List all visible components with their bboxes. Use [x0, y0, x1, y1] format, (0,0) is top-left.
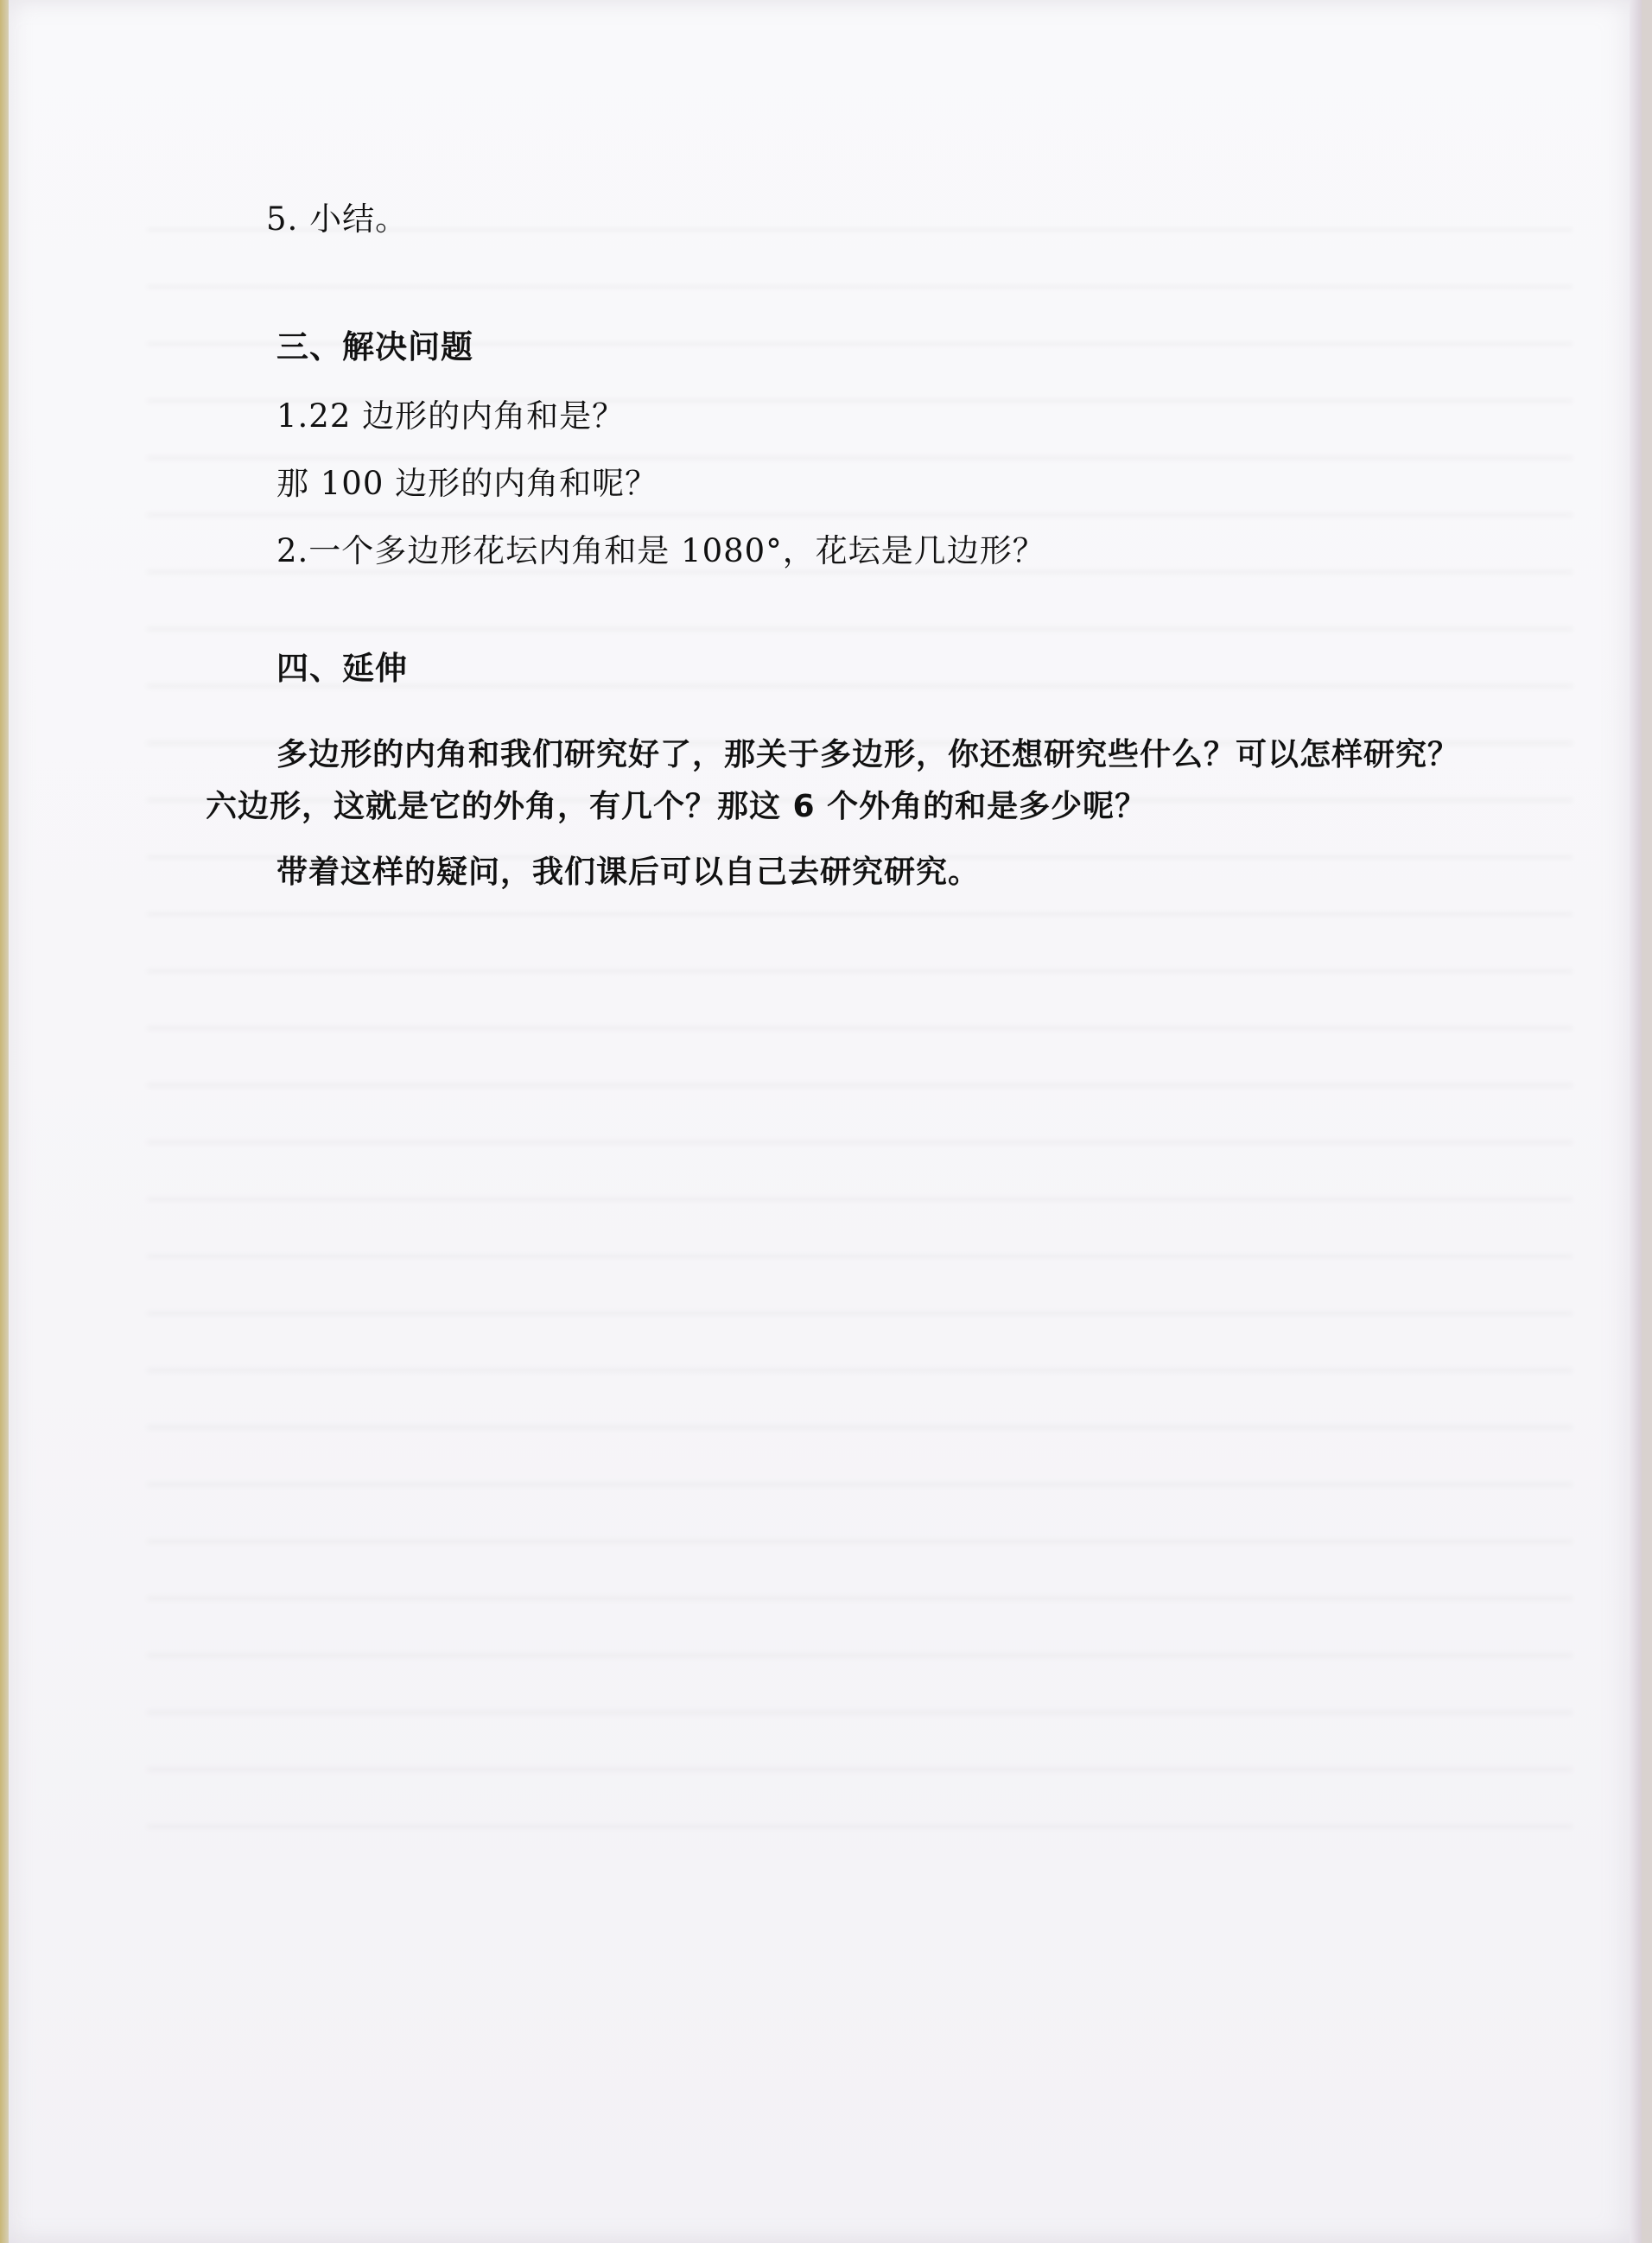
page-left-edge — [0, 0, 9, 2243]
extension-paragraph-line-2: 六边形，这就是它的外角，有几个？那这 6 个外角的和是多少呢？ — [206, 789, 1147, 824]
section-heading-solve-problems: 三、解决问题 — [276, 328, 473, 365]
extension-paragraph-line-3: 带着这样的疑问，我们课后可以自己去研究研究。 — [276, 855, 981, 890]
section-heading-extension: 四、延伸 — [276, 650, 408, 687]
extension-paragraph-line-1: 多边形的内角和我们研究好了，那关于多边形，你还想研究些什么？可以怎样研究？ — [276, 737, 1460, 772]
question-2-line: 2.一个多边形花坛内角和是 1080°，花坛是几边形？ — [276, 532, 1045, 569]
question-1-line: 1.22 边形的内角和是？ — [276, 397, 626, 435]
summary-line: 5. 小结。 — [266, 200, 409, 238]
page-right-edge — [1630, 0, 1642, 2243]
bleed-through-text — [147, 190, 1573, 1832]
question-1-followup-line: 那 100 边形的内角和呢？ — [276, 465, 658, 502]
document-page — [9, 0, 1642, 2243]
